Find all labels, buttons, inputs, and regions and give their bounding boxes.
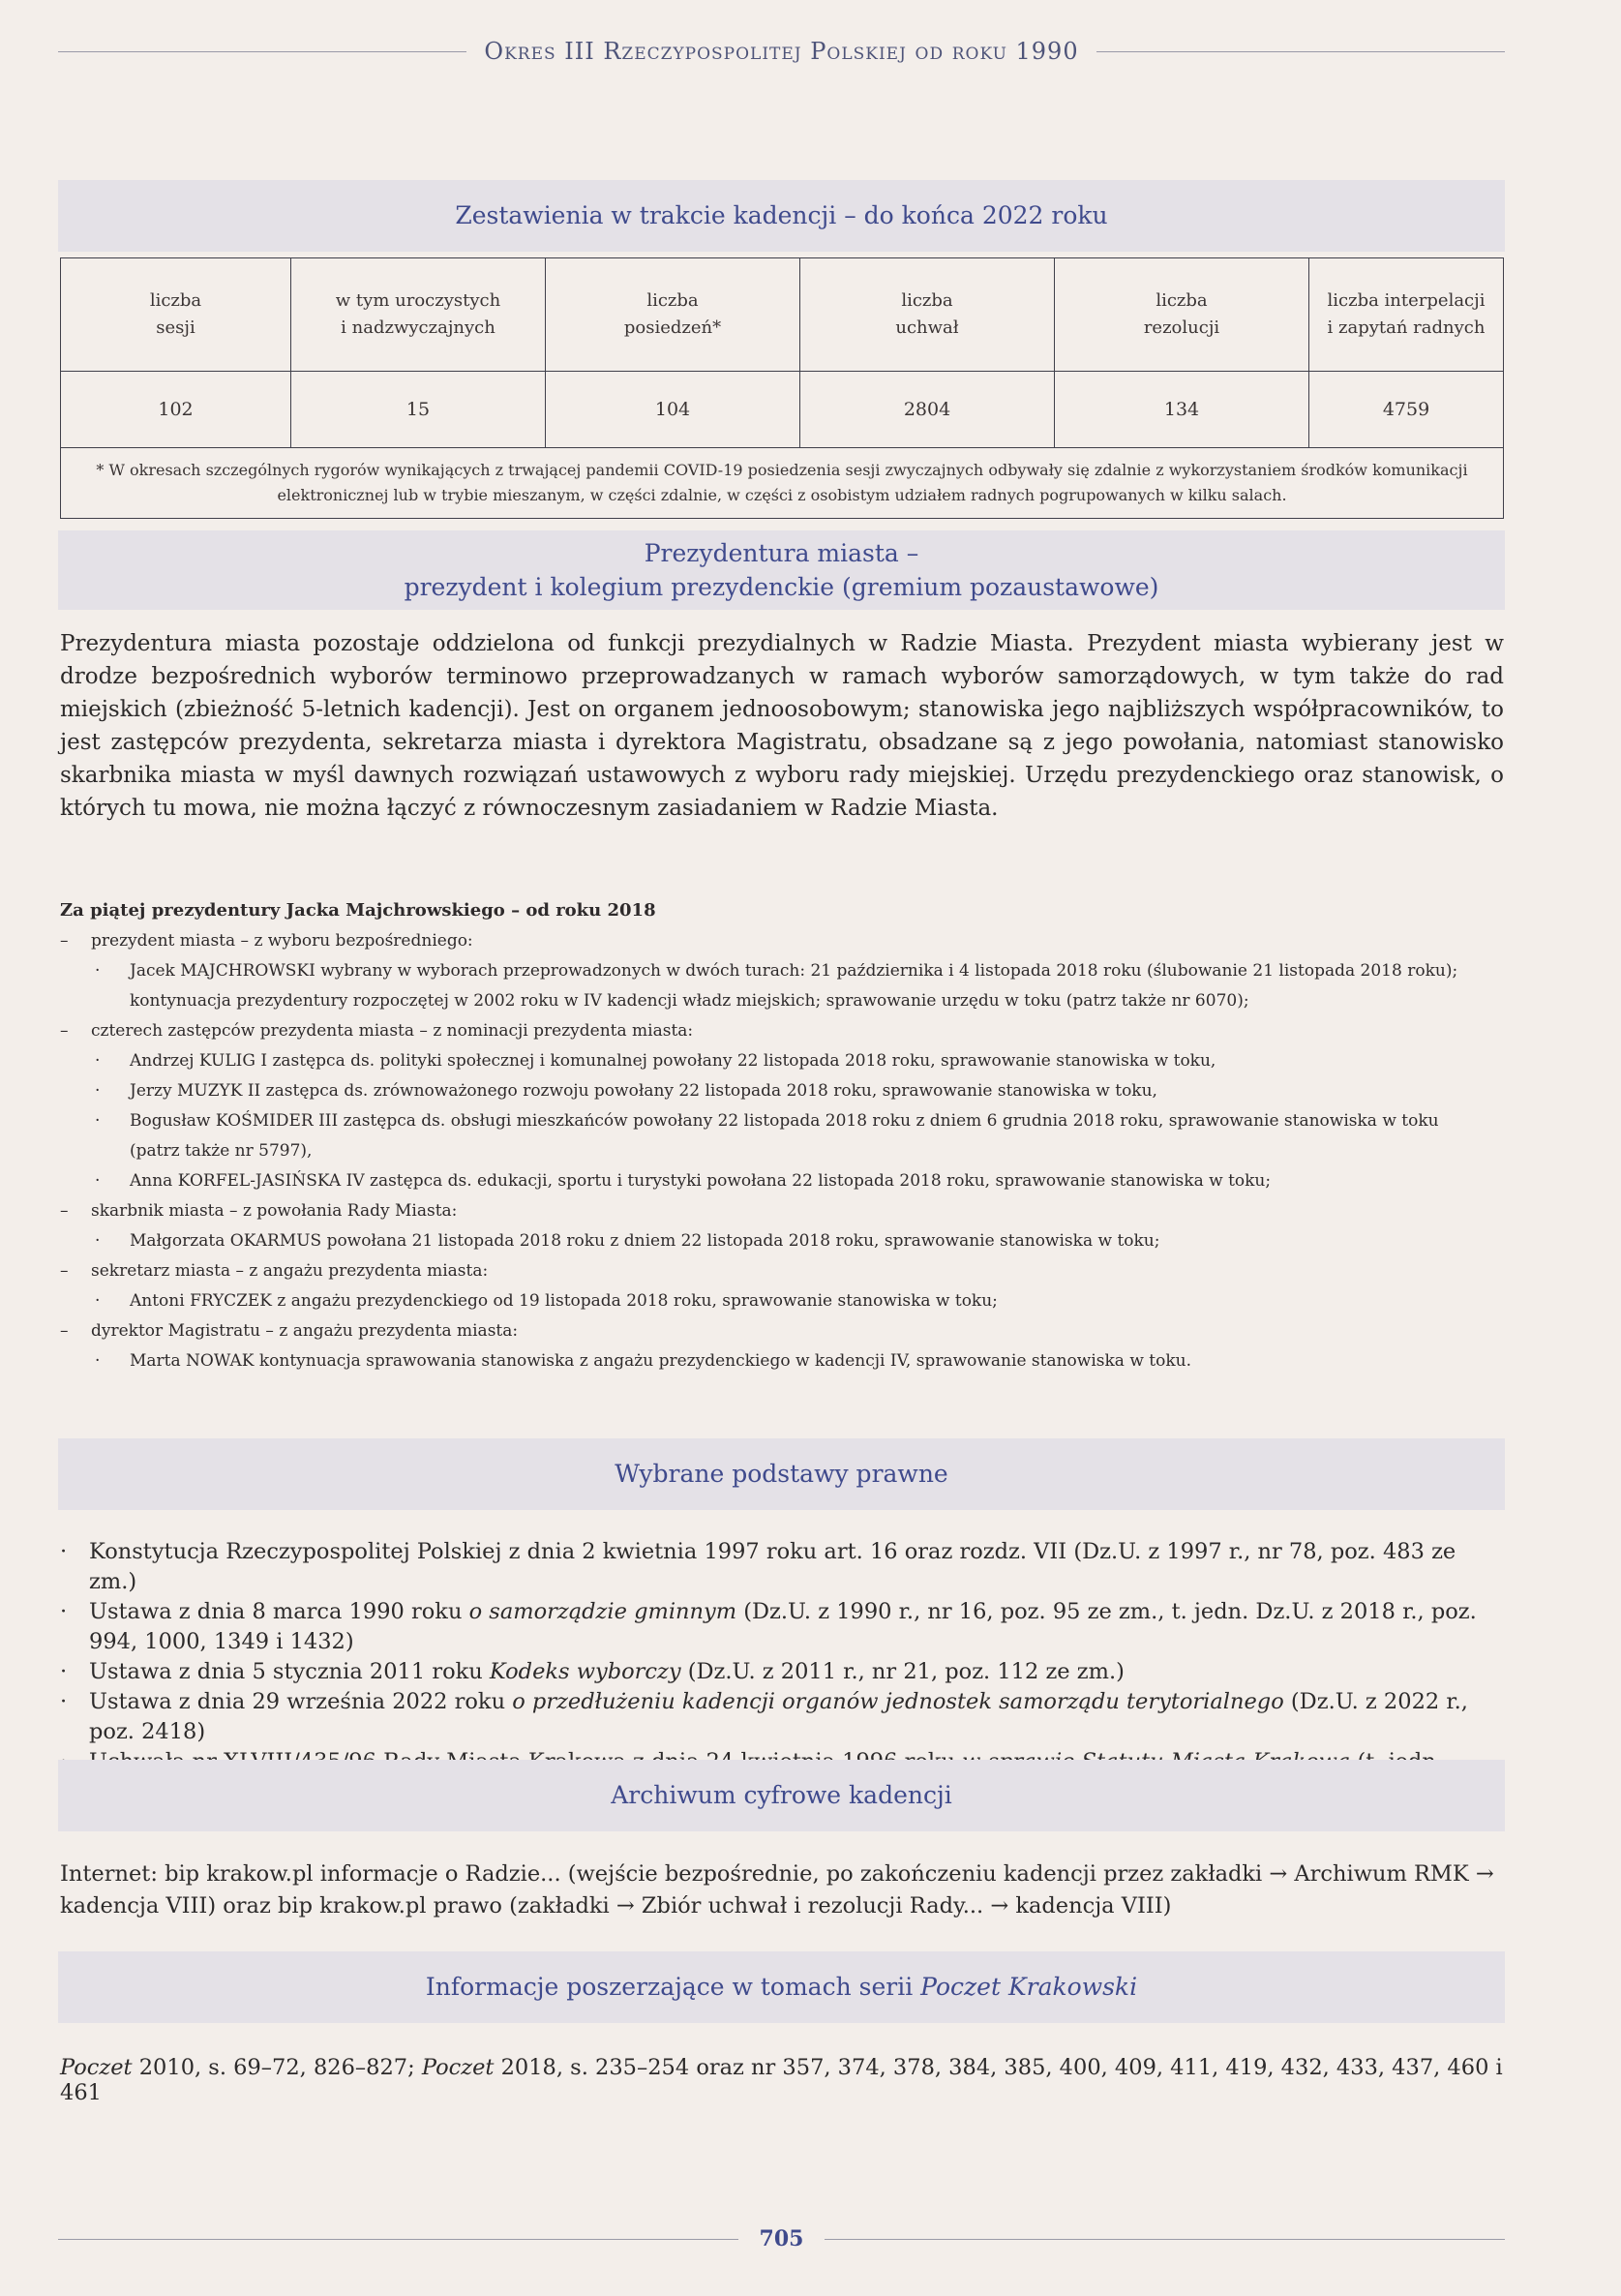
bullet-marker: · xyxy=(95,1291,101,1311)
col-header-ceremonial: w tym uroczystych i nadzwyczajnych xyxy=(291,258,546,372)
presidency-title-band xyxy=(58,530,1505,610)
presidency-paragraph: Prezydentura miasta pozostaje oddzielona od funkcji prezydialnych w Radzie Miasta. Prezydent miasta wybierany jest w drodze bezpośrednich wyborów terminowo przeprowadzanych w ramach wyborów samorządowych, w tym także do rad miejskich (zbieżność 5-letnich kadencji). Jest on organem jednoosobowym; stanowiska jego najbliższych współpracowników, to jest zastępców prezydenta, sekretarza miasta i dyrektora Magistratu, obsadzane są z jego powołania, natomiast stanowisko skarbnika miasta w myśl dawnych rozwiązań ustawowych z wyboru rady miejskiej. Urzędu prezydenckiego oraz stanowisk, o których tu mowa, nie można łączyć z równoczesnym zasiadaniem w Radzie Miasta. xyxy=(60,631,1504,821)
bullet-marker: · xyxy=(60,1539,68,1564)
presidency-title-line2: prezydent i kolegium prezydenckie (gremium pozaustawowe) xyxy=(404,573,1159,601)
dash-marker: – xyxy=(60,1201,69,1221)
bullet-marker: · xyxy=(95,1351,101,1371)
col-header-resolutions: liczba uchwał xyxy=(800,258,1055,372)
presidency-list-item: · Jacek MAJCHROWSKI wybrany w wyborach przeprowadzonych w dwóch turach: 21 października i 4 listopada 2018 roku (ślubowanie 21 listopada 2018 roku); xyxy=(60,956,1504,986)
presidency-list-item: · Marta NOWAK kontynuacja sprawowania stanowiska z angażu prezydenckiego w kadencji IV, sprawowanie stanowiska w toku. xyxy=(60,1346,1504,1376)
dash-marker: – xyxy=(60,1321,69,1341)
stats-title-band xyxy=(58,180,1505,252)
further-title: Informacje poszerzające w tomach serii Poczet Krakowski xyxy=(425,1973,1138,2001)
dash-marker: – xyxy=(60,931,69,951)
presidency-list-item: (patrz także nr 5797), xyxy=(130,1141,313,1161)
legal-item: · Ustawa z dnia 8 marca 1990 roku o samorządzie gminnym (Dz.U. z 1990 r., nr 16, poz. 95 ze zm., t. jedn. Dz.U. z 2018 r., poz. 994, 1000, 1349 i 1432) xyxy=(60,1599,1477,1654)
value-ceremonial: 15 xyxy=(291,372,546,448)
presidency-group-label: – sekretarz miasta – z angażu prezydenta miasta: xyxy=(60,1256,1504,1286)
further-title-band xyxy=(58,1951,1505,2023)
presidency-title-line1: Prezydentura miasta – xyxy=(644,539,919,567)
bullet-marker: · xyxy=(95,1231,101,1251)
presidency-list-item: · Antoni FRYCZEK z angażu prezydenckiego od 19 listopada 2018 roku, sprawowanie stanowiska w toku; xyxy=(60,1286,1504,1316)
stats-header-row xyxy=(61,258,1504,372)
stats-footnote: * W okresach szczególnych rygorów wynikających z trwającej pandemii COVID-19 posiedzenia sesji zwyczajnych odbywały się zdalnie z wykorzystaniem środków komunikacji elektronicznej lub w trybie mieszanym, w części zdalnie, w części z osobistym udziałem radnych pogrupowanych w kilku salach. xyxy=(61,448,1504,519)
presidency-list-item: · Andrzej KULIG I zastępca ds. polityki społecznej i komunalnej powołany 22 listopada 2018 roku, sprawowanie stanowiska w toku, xyxy=(60,1046,1504,1076)
legal-item: · Ustawa z dnia 29 września 2022 roku o przedłużeniu kadencji organów jednostek samorządu terytorialnego (Dz.U. z 2022 r., poz. 2418) xyxy=(60,1689,1468,1744)
value-meetings: 104 xyxy=(546,372,800,448)
bullet-marker: · xyxy=(95,1081,101,1101)
header-rule-left xyxy=(58,51,466,52)
stats-values-row xyxy=(61,372,1504,448)
legal-title-band xyxy=(58,1438,1505,1510)
running-header xyxy=(58,35,1505,68)
presidency-list-item: · Jerzy MUZYK II zastępca ds. zrównoważonego rozwoju powołany 22 listopada 2018 roku, sprawowanie stanowiska w toku, xyxy=(60,1076,1504,1106)
presidency-list-item: kontynuacja prezydentury rozpoczętej w 2002 roku w IV kadencji władz miejskich; sprawowanie urzędu w toku (patrz także nr 6070); xyxy=(130,991,1249,1011)
stats-table xyxy=(60,257,1504,519)
bullet-marker: · xyxy=(60,1689,68,1714)
presidency-list-item: · Małgorzata OKARMUS powołana 21 listopada 2018 roku z dniem 22 listopada 2018 roku, sprawowanie stanowiska w toku; xyxy=(60,1226,1504,1256)
bullet-marker: · xyxy=(60,1599,68,1624)
col-header-meetings: liczba posiedzeń* xyxy=(546,258,800,372)
archive-title: Archiwum cyfrowe kadencji xyxy=(611,1781,952,1809)
legal-title: Wybrane podstawy prawne xyxy=(615,1460,948,1488)
bullet-marker: · xyxy=(95,1051,101,1071)
presidency-list xyxy=(60,900,1504,1376)
bullet-marker: · xyxy=(95,1171,101,1191)
archive-text: Internet: bip krakow.pl informacje o Radzie... (wejście bezpośrednie, po zakończeniu kadencji przez zakładki → Archiwum RMK → kadencja VIII) oraz bip krakow.pl prawo (zakładki → Zbiór uchwał i rezolucji Rady... → kadencja VIII) xyxy=(60,1861,1494,1918)
legal-item: · Konstytucja Rzeczypospolitej Polskiej z dnia 2 kwietnia 1997 roku art. 16 oraz rozdz. VII (Dz.U. z 1997 r., nr 78, poz. 483 ze zm.) xyxy=(60,1539,1456,1594)
presidency-list-item: · Anna KORFEL-JASIŃSKA IV zastępca ds. edukacji, sportu i turystyki powołana 22 listopada 2018 roku, sprawowanie stanowiska w toku; xyxy=(60,1166,1504,1196)
header-rule-right xyxy=(1096,51,1505,52)
col-header-interpellations: liczba interpelacji i zapytań radnych xyxy=(1309,258,1504,372)
running-header-text: Okres III Rzeczypospolitej Polskiej od roku 1990 xyxy=(484,38,1079,65)
further-references: Poczet 2010, s. 69–72, 826–827; Poczet 2018, s. 235–254 oraz nr 357, 374, 378, 384, 385, 400, 409, 411, 419, 432, 433, 437, 460 i 461 xyxy=(60,2055,1503,2105)
presidency-group-label: – dyrektor Magistratu – z angażu prezydenta miasta: xyxy=(60,1316,1504,1346)
presidency-list-item: · Bogusław KOŚMIDER III zastępca ds. obsługi mieszkańców powołany 22 listopada 2018 roku z dniem 6 grudnia 2018 roku, sprawowanie stanowiska w toku xyxy=(60,1106,1504,1136)
presidency-group-label: – prezydent miasta – z wyboru bezpośredniego: xyxy=(60,926,1504,956)
value-interpellations: 4759 xyxy=(1309,372,1504,448)
archive-title-band xyxy=(58,1760,1505,1831)
legal-item: · Ustawa z dnia 5 stycznia 2011 roku Kodeks wyborczy (Dz.U. z 2011 r., nr 21, poz. 112 ze zm.) xyxy=(60,1657,1504,1687)
value-sessions: 102 xyxy=(61,372,291,448)
dash-marker: – xyxy=(60,1261,69,1281)
value-resolutions: 2804 xyxy=(800,372,1055,448)
col-header-rezolucje: liczba rezolucji xyxy=(1055,258,1309,372)
presidency-list-header: Za piątej prezydentury Jacka Majchrowskiego – od roku 2018 xyxy=(60,900,656,921)
col-header-sessions: liczba sesji xyxy=(61,258,291,372)
presidency-title xyxy=(58,530,1505,604)
footer-rule-right xyxy=(825,2239,1505,2240)
value-rezolucje: 134 xyxy=(1055,372,1309,448)
footer-rule-left xyxy=(58,2239,738,2240)
bullet-marker: · xyxy=(95,961,101,981)
stats-footnote-row xyxy=(61,448,1504,519)
presidency-group-label: – skarbnik miasta – z powołania Rady Miasta: xyxy=(60,1196,1504,1226)
page-footer xyxy=(58,2222,1505,2255)
dash-marker: – xyxy=(60,1021,69,1041)
bullet-marker: · xyxy=(95,1111,101,1131)
bullet-marker: · xyxy=(60,1659,68,1684)
presidency-group-label: – czterech zastępców prezydenta miasta – z nominacji prezydenta miasta: xyxy=(60,1016,1504,1046)
stats-title: Zestawienia w trakcie kadencji – do końca 2022 roku xyxy=(455,201,1108,229)
page-number: 705 xyxy=(759,2226,804,2251)
presidency-groups xyxy=(60,926,1504,1376)
